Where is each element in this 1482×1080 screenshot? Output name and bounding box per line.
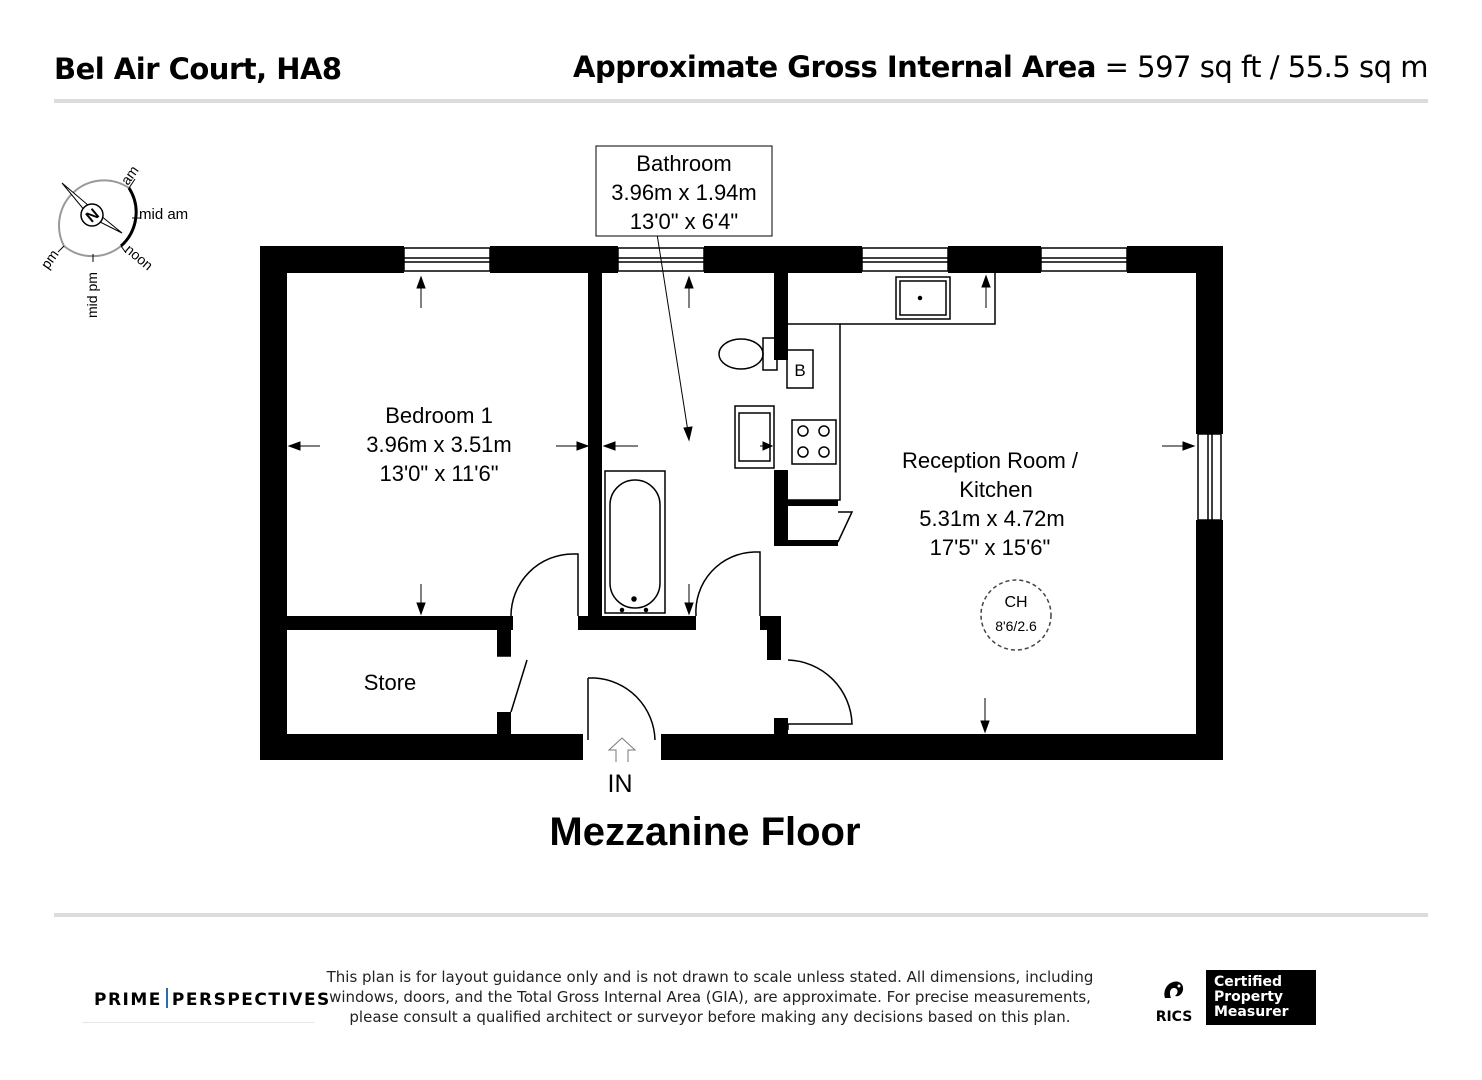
ceiling-height-label: CH xyxy=(1004,594,1028,611)
entrance-label: IN xyxy=(607,770,633,798)
bedroom-name: Bedroom 1 xyxy=(385,403,493,428)
rics-lion-icon xyxy=(1159,978,1189,1002)
bathroom-name: Bathroom xyxy=(636,151,732,176)
property-name: Bel Air Court, HA8 xyxy=(54,52,342,86)
certified-property-measurer-badge xyxy=(1206,970,1316,1025)
bedroom-imperial: 13'0" x 11'6" xyxy=(379,461,499,486)
reception-imperial: 17'5" x 15'6" xyxy=(929,535,1051,560)
entrance-arrow-icon xyxy=(609,738,635,762)
brand-underline xyxy=(82,1022,314,1023)
boiler-label: B xyxy=(794,361,806,380)
cert-line1: Certified xyxy=(1214,974,1283,990)
ceiling-height-value: 8'6/2.6 xyxy=(995,618,1037,634)
compass-label-noon: noon xyxy=(122,241,157,274)
bedroom-metric: 3.96m x 3.51m xyxy=(366,432,512,457)
rics-label: RICS xyxy=(1155,1009,1193,1025)
rics-logo xyxy=(1150,978,1198,1025)
compass-north-label: N xyxy=(83,205,103,227)
cert-line3: Measurer xyxy=(1214,1004,1289,1020)
footer-rule xyxy=(54,913,1428,917)
floor-title: Mezzanine Floor xyxy=(549,810,861,854)
cert-line2: Property xyxy=(1214,989,1284,1005)
compass-label-mid-am: mid am xyxy=(139,206,189,223)
compass-label-mid-pm: mid pm xyxy=(84,272,100,318)
disclaimer: This plan is for layout guidance only and is not drawn to scale unless stated. All dimensions, including windows, doors, and the Total Gross Internal Area (GIA), are approximate. For precise measurements, please consult a qualified architect or surveyor before making any decisions based on this plan. xyxy=(326,968,1094,1026)
compass-label-am: am xyxy=(117,162,142,188)
reception-metric: 5.31m x 4.72m xyxy=(919,506,1065,531)
area-label: Approximate Gross Internal Area xyxy=(573,50,1096,84)
bathroom-imperial: 13'0" x 6'4" xyxy=(629,209,739,234)
brand-separator xyxy=(166,988,168,1008)
compass-rose xyxy=(37,163,188,318)
brand-part1: PRIME xyxy=(94,990,162,1010)
compass-label-pm: pm xyxy=(37,246,62,272)
bathroom-metric: 3.96m x 1.94m xyxy=(611,180,757,205)
reception-name-line1: Reception Room / xyxy=(901,448,1079,473)
store-name: Store xyxy=(363,670,417,695)
area-value: = 597 sq ft / 55.5 sq m xyxy=(1104,50,1428,84)
brand-part2: PERSPECTIVES xyxy=(171,990,331,1010)
brand-logo xyxy=(94,988,331,1010)
reception-name-line2: Kitchen xyxy=(959,477,1033,502)
